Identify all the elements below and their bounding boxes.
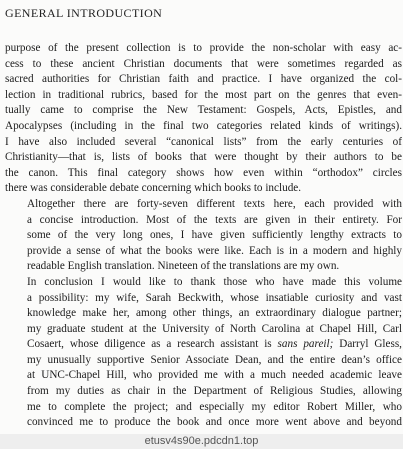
text-line: lection in traditional rubrics, based for the most part on the genres that even-: [5, 88, 402, 101]
text-line: [5, 337, 402, 353]
text-line: knowledge make her, among other things, an extraordinary dialogue partner;: [27, 307, 402, 320]
text-segment: Cosaert, whose diligence as a research assistant is: [27, 338, 278, 351]
running-head: GENERAL INTRODUCTION: [5, 6, 163, 20]
text-line: the canon. This final category shows how even within “orthodox” circles: [5, 166, 402, 179]
text-line: Christianity—that is, lists of books that were thought by their authors to be: [5, 151, 402, 164]
text-line: from my duties as chair in the Department of Religious Studies, allowing: [27, 385, 402, 398]
text-line: tually came to comprise the New Testament: Gospels, Acts, Epistles, and: [5, 104, 402, 117]
text-line: some of the very long ones, I have given sufficiently lengthy extracts to: [27, 229, 402, 242]
body-text: [5, 41, 402, 431]
text-line: a possibility: my wife, Sarah Beckwith, whose insatiable curiosity and vast: [27, 291, 402, 304]
text-segment: my: [27, 353, 48, 366]
paragraph-3: [5, 275, 402, 431]
paragraph-1: [5, 41, 402, 197]
text-segment: unusually supportive Senior Associate Dean, and the entire dean’s office: [47, 353, 402, 366]
text-line: Apocalypses (including in the final two categories related kinds of writings).: [5, 119, 402, 132]
text-line: readable English translation. Nineteen of the translations are my own.: [27, 260, 340, 273]
text-line: there was considerable debate concerning which books to include.: [5, 182, 302, 195]
text-segment: Darryl Gless,: [333, 338, 402, 351]
url-bar[interactable]: etusv4s90e.pdcdn1.top: [0, 434, 403, 449]
text-line: provide a sense of what the books were like. Each is in a modern and highly: [27, 244, 402, 257]
text-line: at UNC-Chapel Hill, who provided me with a much needed academic leave: [27, 369, 402, 382]
text-line: Altogether there are forty-seven different texts here, each provided with: [27, 197, 402, 210]
paragraph-2: [5, 197, 402, 275]
text-line: [5, 353, 402, 369]
text-line: sacred authorities for Christian faith and practice. I have organized the col-: [5, 73, 402, 86]
text-line: cess to these ancient Christian documents that were sometimes regarded as: [5, 57, 402, 70]
text-line: a concise introduction. Most of the texts are given in their entirety. For: [27, 213, 402, 226]
text-line: purpose of the present collection is to provide the non-scholar with easy ac-: [5, 42, 402, 54]
text-line: me to complete the project; and especially my editor Robert Miller, who: [27, 400, 402, 413]
text-line: convinced me to produce the book and once more went above and beyond: [27, 416, 402, 429]
text-line: In conclusion I would like to thank those who have made this volume: [27, 275, 402, 288]
text-line: I have also included several “canonical lists” from the early centuries of: [5, 135, 402, 148]
italic-phrase: sans pareil;: [277, 338, 334, 351]
text-line: my graduate student at the University of North Carolina at Chapel Hill, Carl: [27, 322, 402, 335]
